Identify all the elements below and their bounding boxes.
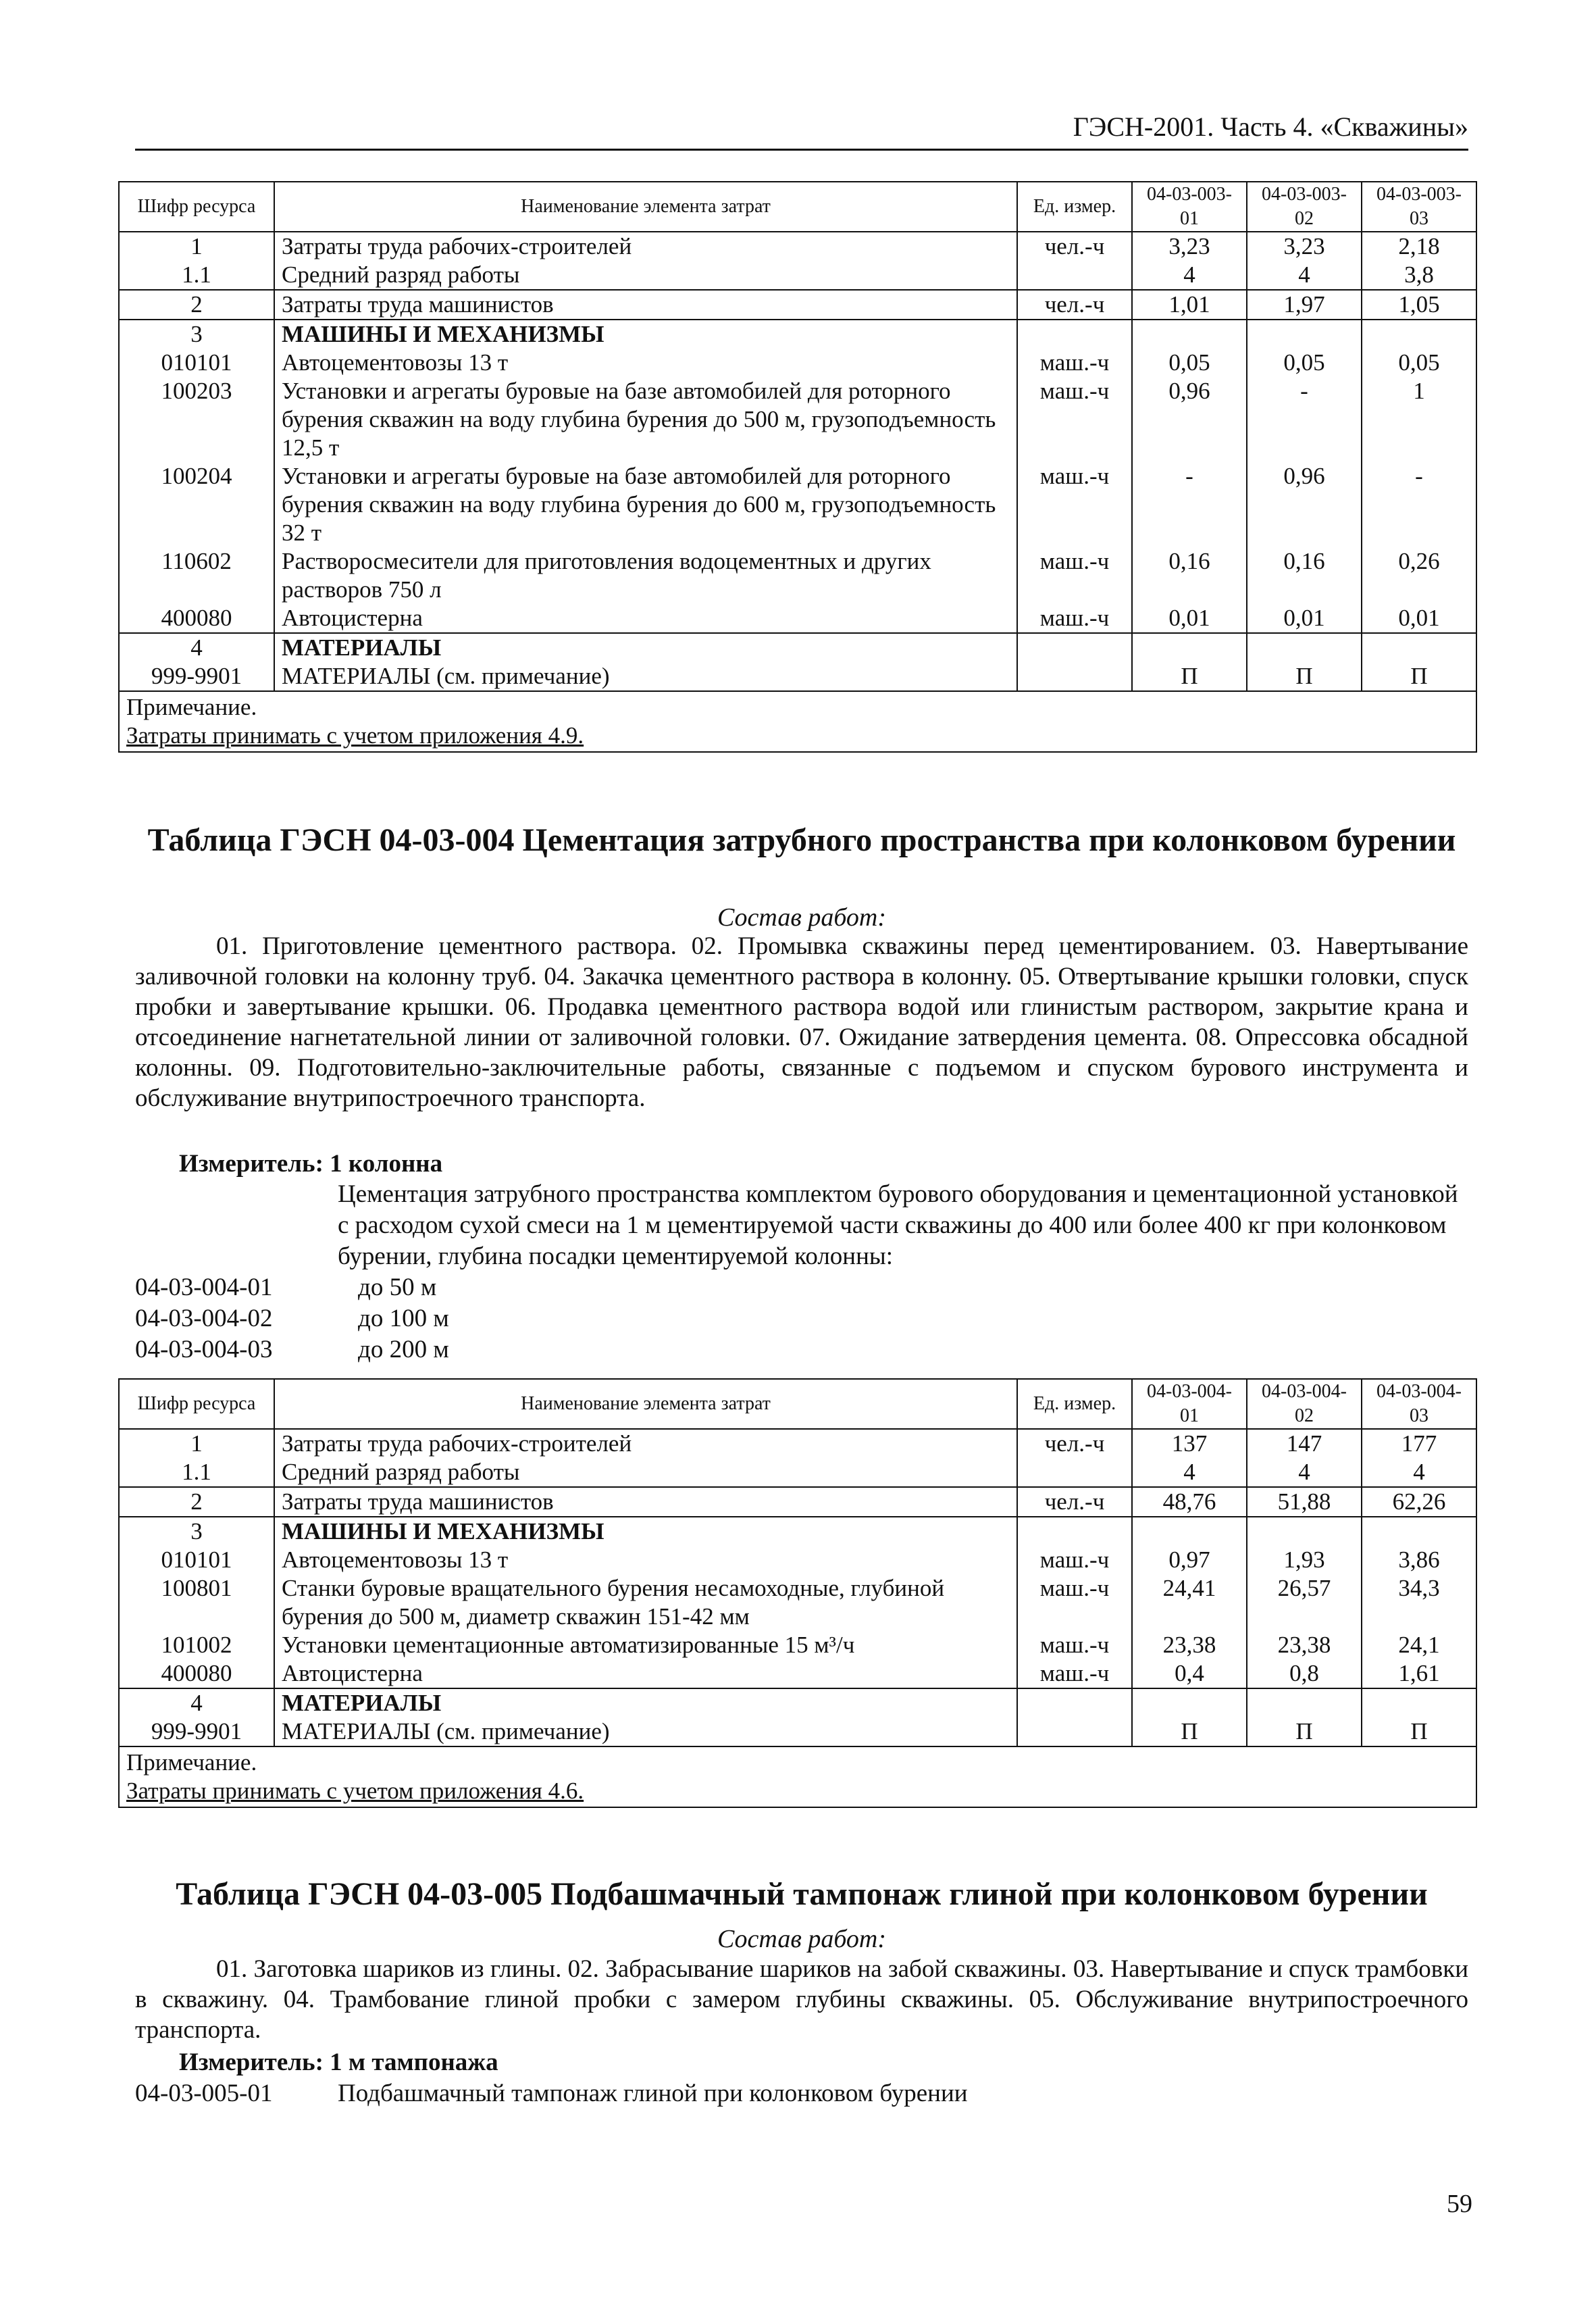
cell-value: 137 bbox=[1132, 1429, 1247, 1458]
cell-code: 110602 bbox=[119, 547, 274, 604]
table-row bbox=[119, 377, 1476, 462]
variant-line bbox=[135, 2078, 968, 2109]
cell-value: П bbox=[1132, 1717, 1247, 1746]
cell-value: 0,16 bbox=[1247, 547, 1362, 604]
cell-value: 26,57 bbox=[1247, 1574, 1362, 1631]
cell-name: Затраты труда машинистов bbox=[274, 1487, 1017, 1517]
cell-value: 0,96 bbox=[1247, 462, 1362, 547]
cell-name: Автоцистерна bbox=[274, 604, 1017, 633]
composition-label: Состав работ: bbox=[717, 1925, 887, 1953]
cell-code: 2 bbox=[119, 1487, 274, 1517]
cell-value bbox=[1247, 320, 1362, 349]
cell-value bbox=[1132, 320, 1247, 349]
table-note-row bbox=[119, 1746, 1476, 1807]
cell-unit bbox=[1017, 261, 1132, 290]
work-description: Цементация затрубного пространства комплектом бурового оборудования и цементационной установкой с расходом сухой смеси на 1 м цементируемой части скважины до 400 или более 400 кг при колонковом бурении, глубина посадки цементируемой колонны: bbox=[338, 1180, 1458, 1270]
cell-name: Автоцементовозы 13 т bbox=[274, 1546, 1017, 1574]
cell-value: П bbox=[1362, 1717, 1476, 1746]
page-header: ГЭСН-2001. Часть 4. «Скважины» bbox=[135, 108, 1468, 151]
cell-name: Средний разряд работы bbox=[274, 1458, 1017, 1487]
cell-value: 4 bbox=[1362, 1458, 1476, 1487]
cell-value: 23,38 bbox=[1132, 1631, 1247, 1659]
cell-value: 0,8 bbox=[1247, 1659, 1362, 1688]
variant-text: до 50 м bbox=[358, 1274, 437, 1301]
cell-value bbox=[1247, 1517, 1362, 1546]
cell-value: 48,76 bbox=[1132, 1487, 1247, 1517]
cell-value: 0,01 bbox=[1247, 604, 1362, 633]
cell-value: 51,88 bbox=[1247, 1487, 1362, 1517]
cell-value: 177 bbox=[1362, 1429, 1476, 1458]
cell-value: 4 bbox=[1247, 261, 1362, 290]
cell-unit: маш.-ч bbox=[1017, 1546, 1132, 1574]
cell-value: - bbox=[1132, 462, 1247, 547]
col-header-variant: 04-03-003-01 bbox=[1132, 182, 1247, 232]
meter-label: Измеритель: 1 м тампонажа bbox=[179, 2048, 498, 2076]
cell-unit: чел.-ч bbox=[1017, 232, 1132, 261]
table-note bbox=[119, 1746, 1476, 1807]
table-row bbox=[119, 290, 1476, 320]
composition-text: 01. Заготовка шариков из глины. 02. Забрасывание шариков на забой скважины. 03. Навертывание и спуск трамбовки в скважину. 04. Трамбование глиной пробки с замером глубины скважины. 05. Обслуживание внутрипостроечного транспорта. bbox=[135, 1955, 1468, 2044]
table-row bbox=[119, 261, 1476, 290]
cell-value: 2,18 bbox=[1362, 232, 1476, 261]
cell-code: 999-9901 bbox=[119, 1717, 274, 1746]
cell-value: 62,26 bbox=[1362, 1487, 1476, 1517]
note-text-line: Затраты принимать с учетом приложения 4.9. bbox=[126, 722, 584, 749]
col-header-name: Наименование элемента затрат bbox=[274, 1379, 1017, 1429]
composition-text: 01. Приготовление цементного раствора. 02. Промывка скважины перед цементированием. 03. Навертывание заливочной головки на колонну труб. 04. Закачка цементного раствора в колонну. 05. Отвертывание крышки головки, спуск пробки и завертывание крышки. 06. Продавка цементного раствора водой или глинистым раствором, закрытие крана и отсоединение нагнетательной линии от заливочной головки. 07. Ожидание затвердения цемента. 08. Опрессовка обсадной колонны. 09. Подготовительно-заключительные работы, связанные с подъемом и спуском бурового инструмента и обслуживание внутрипостроечного транспорта. bbox=[135, 932, 1468, 1112]
cell-unit bbox=[1017, 1458, 1132, 1487]
variant-code: 04-03-005-01 bbox=[135, 2080, 273, 2107]
variant-text: Подбашмачный тампонаж глиной при колонковом бурении bbox=[338, 2080, 968, 2107]
variant-code: 04-03-004-02 bbox=[135, 1305, 273, 1332]
cell-value: П bbox=[1247, 662, 1362, 691]
cell-value: 3,23 bbox=[1247, 232, 1362, 261]
table-row bbox=[119, 1574, 1476, 1631]
cell-unit bbox=[1017, 1517, 1132, 1546]
cell-unit: чел.-ч bbox=[1017, 290, 1132, 320]
cell-unit: маш.-ч bbox=[1017, 604, 1132, 633]
cell-name: Станки буровые вращательного бурения несамоходные, глубиной бурения до 500 м, диаметр скважин 151-42 мм bbox=[274, 1574, 1017, 1631]
cell-value: 1,93 bbox=[1247, 1546, 1362, 1574]
cell-name: Установки и агрегаты буровые на базе автомобилей для роторного бурения скважин на воду глубина бурения до 500 м, грузоподъемность 12,5 т bbox=[274, 377, 1017, 462]
table-row bbox=[119, 1688, 1476, 1717]
cell-value: П bbox=[1132, 662, 1247, 691]
cell-value: 4 bbox=[1132, 261, 1247, 290]
cell-name: МАШИНЫ И МЕХАНИЗМЫ bbox=[274, 320, 1017, 349]
cell-name: МАТЕРИАЛЫ bbox=[274, 633, 1017, 662]
cell-value bbox=[1132, 1688, 1247, 1717]
variant-line bbox=[135, 1272, 436, 1303]
cell-code: 100801 bbox=[119, 1574, 274, 1631]
cell-name: Автоцементовозы 13 т bbox=[274, 349, 1017, 377]
table-row bbox=[119, 1458, 1476, 1487]
cell-code: 4 bbox=[119, 633, 274, 662]
cell-unit: маш.-ч bbox=[1017, 1631, 1132, 1659]
cell-code: 4 bbox=[119, 1688, 274, 1717]
cell-value: 0,05 bbox=[1247, 349, 1362, 377]
note-text bbox=[126, 722, 1469, 750]
note-title: Примечание. bbox=[126, 1749, 257, 1776]
cell-name: Установки и агрегаты буровые на базе автомобилей для роторного бурения скважин на воду глубина бурения до 600 м, грузоподъемность 32 т bbox=[274, 462, 1017, 547]
cell-value bbox=[1132, 1517, 1247, 1546]
variant-code: 04-03-004-03 bbox=[135, 1336, 273, 1363]
cell-value bbox=[1362, 633, 1476, 662]
cell-code: 3 bbox=[119, 320, 274, 349]
table-row bbox=[119, 1546, 1476, 1574]
cell-value: 3,86 bbox=[1362, 1546, 1476, 1574]
cell-code: 010101 bbox=[119, 349, 274, 377]
cell-code: 100203 bbox=[119, 377, 274, 462]
cell-value: 1,01 bbox=[1132, 290, 1247, 320]
cell-value: 4 bbox=[1132, 1458, 1247, 1487]
col-header-unit: Ед. измер. bbox=[1017, 182, 1132, 232]
cell-name: Затраты труда рабочих-строителей bbox=[274, 1429, 1017, 1458]
cell-unit: маш.-ч bbox=[1017, 349, 1132, 377]
cell-code: 1 bbox=[119, 232, 274, 261]
cell-name: Средний разряд работы bbox=[274, 261, 1017, 290]
col-header-variant: 04-03-004-01 bbox=[1132, 1379, 1247, 1429]
composition-label: Состав работ: bbox=[717, 903, 887, 932]
cell-unit: маш.-ч bbox=[1017, 462, 1132, 547]
section-title: Таблица ГЭСН 04-03-005 Подбашмачный тампонаж глиной при колонковом бурении bbox=[176, 1876, 1428, 1912]
cell-name: Растворосмесители для приготовления водоцементных и других растворов 750 л bbox=[274, 547, 1017, 604]
note-text bbox=[126, 1777, 1469, 1805]
table-row bbox=[119, 1487, 1476, 1517]
cell-name: МАТЕРИАЛЫ bbox=[274, 1688, 1017, 1717]
table-row bbox=[119, 1631, 1476, 1659]
cell-code: 100204 bbox=[119, 462, 274, 547]
col-header-variant: 04-03-003-02 bbox=[1247, 182, 1362, 232]
cell-code: 400080 bbox=[119, 1659, 274, 1688]
table-row bbox=[119, 320, 1476, 349]
cell-value: 0,96 bbox=[1132, 377, 1247, 462]
cell-value: - bbox=[1362, 462, 1476, 547]
cell-name: Затраты труда рабочих-строителей bbox=[274, 232, 1017, 261]
cell-value: 34,3 bbox=[1362, 1574, 1476, 1631]
cell-code: 1.1 bbox=[119, 261, 274, 290]
cell-unit bbox=[1017, 1688, 1132, 1717]
cell-value: 3,8 bbox=[1362, 261, 1476, 290]
cell-value: 24,1 bbox=[1362, 1631, 1476, 1659]
cell-value bbox=[1362, 1517, 1476, 1546]
col-header-variant: 04-03-004-03 bbox=[1362, 1379, 1476, 1429]
col-header-code: Шифр ресурса bbox=[119, 1379, 274, 1429]
table-row bbox=[119, 232, 1476, 261]
note-title: Примечание. bbox=[126, 694, 257, 720]
table-row bbox=[119, 604, 1476, 633]
variant-line bbox=[135, 1303, 449, 1334]
resource-table-1 bbox=[118, 181, 1477, 753]
variant-line bbox=[135, 1334, 449, 1365]
cell-value: 4 bbox=[1247, 1458, 1362, 1487]
table-row bbox=[119, 462, 1476, 547]
cell-value: 24,41 bbox=[1132, 1574, 1247, 1631]
cell-value bbox=[1247, 633, 1362, 662]
table-row bbox=[119, 1429, 1476, 1458]
cell-value: П bbox=[1247, 1717, 1362, 1746]
table-row bbox=[119, 1717, 1476, 1746]
cell-unit bbox=[1017, 320, 1132, 349]
col-header-variant: 04-03-003-03 bbox=[1362, 182, 1476, 232]
variant-text: до 100 м bbox=[358, 1305, 449, 1332]
table-row bbox=[119, 662, 1476, 691]
cell-name: МАТЕРИАЛЫ (см. примечание) bbox=[274, 662, 1017, 691]
cell-value: 1,61 bbox=[1362, 1659, 1476, 1688]
cell-code: 101002 bbox=[119, 1631, 274, 1659]
cell-value bbox=[1132, 633, 1247, 662]
col-header-variant: 04-03-004-02 bbox=[1247, 1379, 1362, 1429]
cell-value: 0,4 bbox=[1132, 1659, 1247, 1688]
cell-code: 3 bbox=[119, 1517, 274, 1546]
cell-unit: маш.-ч bbox=[1017, 1574, 1132, 1631]
table-note-row bbox=[119, 691, 1476, 752]
cell-unit: маш.-ч bbox=[1017, 377, 1132, 462]
table-row bbox=[119, 1517, 1476, 1546]
col-header-name: Наименование элемента затрат bbox=[274, 182, 1017, 232]
cell-value: 1 bbox=[1362, 377, 1476, 462]
cell-value: 0,01 bbox=[1132, 604, 1247, 633]
cell-unit: маш.-ч bbox=[1017, 547, 1132, 604]
cell-value bbox=[1247, 1688, 1362, 1717]
col-header-code: Шифр ресурса bbox=[119, 182, 274, 232]
cell-value: - bbox=[1247, 377, 1362, 462]
page-number: 59 bbox=[1447, 2190, 1472, 2218]
resource-table-2 bbox=[118, 1378, 1477, 1808]
cell-value: 0,97 bbox=[1132, 1546, 1247, 1574]
cell-name: МАТЕРИАЛЫ (см. примечание) bbox=[274, 1717, 1017, 1746]
meter-label: Измеритель: 1 колонна bbox=[179, 1150, 443, 1178]
cell-value: 0,01 bbox=[1362, 604, 1476, 633]
cell-name: Автоцистерна bbox=[274, 1659, 1017, 1688]
cell-unit bbox=[1017, 662, 1132, 691]
table-row bbox=[119, 349, 1476, 377]
cell-unit: маш.-ч bbox=[1017, 1659, 1132, 1688]
variant-code: 04-03-004-01 bbox=[135, 1274, 273, 1301]
cell-code: 2 bbox=[119, 290, 274, 320]
cell-value: 0,16 bbox=[1132, 547, 1247, 604]
cell-unit: чел.-ч bbox=[1017, 1429, 1132, 1458]
cell-code: 010101 bbox=[119, 1546, 274, 1574]
cell-name: Установки цементационные автоматизированные 15 м³/ч bbox=[274, 1631, 1017, 1659]
cell-unit: чел.-ч bbox=[1017, 1487, 1132, 1517]
table-row bbox=[119, 547, 1476, 604]
cell-value: 0,26 bbox=[1362, 547, 1476, 604]
cell-value: 0,05 bbox=[1132, 349, 1247, 377]
cell-unit bbox=[1017, 1717, 1132, 1746]
cell-value: 3,23 bbox=[1132, 232, 1247, 261]
note-text-line: Затраты принимать с учетом приложения 4.6. bbox=[126, 1778, 584, 1804]
table-row bbox=[119, 1659, 1476, 1688]
cell-value: 23,38 bbox=[1247, 1631, 1362, 1659]
cell-code: 1 bbox=[119, 1429, 274, 1458]
variant-text: до 200 м bbox=[358, 1336, 449, 1363]
cell-value: П bbox=[1362, 662, 1476, 691]
table-header-row bbox=[119, 1379, 1476, 1429]
cell-unit bbox=[1017, 633, 1132, 662]
cell-value bbox=[1362, 1688, 1476, 1717]
cell-value bbox=[1362, 320, 1476, 349]
cell-name: Затраты труда машинистов bbox=[274, 290, 1017, 320]
cell-name: МАШИНЫ И МЕХАНИЗМЫ bbox=[274, 1517, 1017, 1546]
cell-value: 1,05 bbox=[1362, 290, 1476, 320]
table-header-row bbox=[119, 182, 1476, 232]
col-header-unit: Ед. измер. bbox=[1017, 1379, 1132, 1429]
table-note bbox=[119, 691, 1476, 752]
cell-code: 1.1 bbox=[119, 1458, 274, 1487]
cell-value: 0,05 bbox=[1362, 349, 1476, 377]
cell-value: 147 bbox=[1247, 1429, 1362, 1458]
cell-code: 400080 bbox=[119, 604, 274, 633]
section-title: Таблица ГЭСН 04-03-004 Цементация затрубного пространства при колонковом бурении bbox=[147, 822, 1456, 858]
table-row bbox=[119, 633, 1476, 662]
cell-value: 1,97 bbox=[1247, 290, 1362, 320]
cell-code: 999-9901 bbox=[119, 662, 274, 691]
